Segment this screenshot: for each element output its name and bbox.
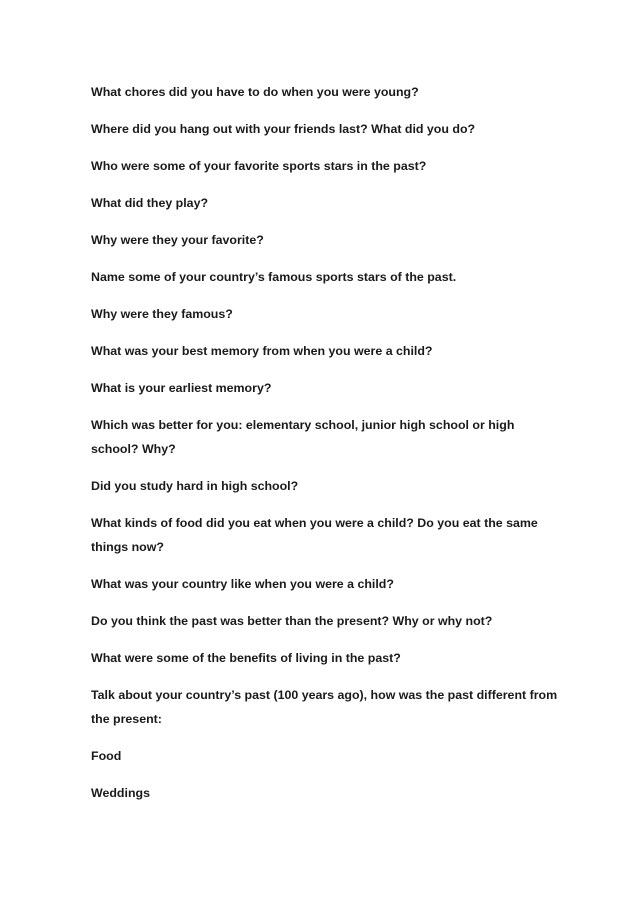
question-line: Do you think the past was better than the present? Why or why not? xyxy=(91,614,493,628)
question-line: Food xyxy=(91,749,122,763)
question-line: Did you study hard in high school? xyxy=(91,479,299,493)
question-line: Talk about your country’s past (100 years ago), how was the past different from the present: xyxy=(91,688,558,726)
question-line: What was your best memory from when you were a child? xyxy=(91,344,433,358)
question-line: What chores did you have to do when you were young? xyxy=(91,85,419,99)
question-line: Weddings xyxy=(91,786,150,800)
question-line: What kinds of food did you eat when you were a child? Do you eat the same things now? xyxy=(91,516,538,554)
question-line: What were some of the benefits of living in the past? xyxy=(91,651,401,665)
question-line: Where did you hang out with your friends last? What did you do? xyxy=(91,122,476,136)
question-line: Name some of your country’s famous sports stars of the past. xyxy=(91,270,457,284)
question-line: Who were some of your favorite sports stars in the past? xyxy=(91,159,427,173)
question-line: What was your country like when you were a child? xyxy=(91,577,394,591)
question-line: What did they play? xyxy=(91,196,209,210)
question-list xyxy=(91,80,561,818)
question-line: Why were they famous? xyxy=(91,307,233,321)
question-line: Which was better for you: elementary school, junior high school or high school? Why? xyxy=(91,418,515,456)
question-line: What is your earliest memory? xyxy=(91,381,272,395)
question-line: Why were they your favorite? xyxy=(91,233,264,247)
